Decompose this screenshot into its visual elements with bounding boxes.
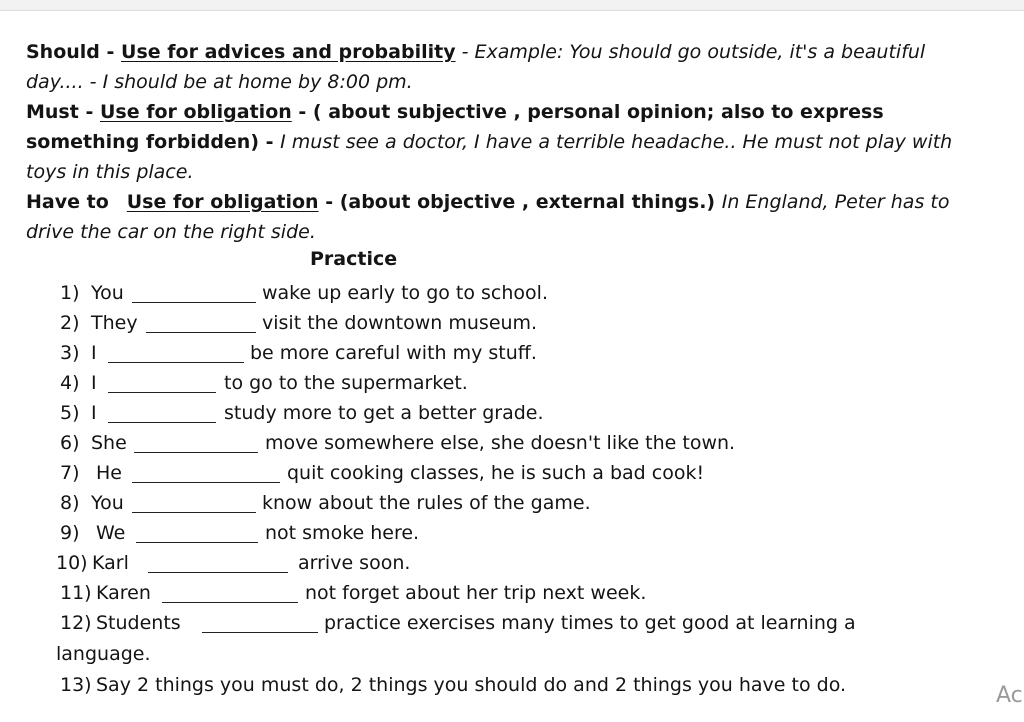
exercise-subject: You xyxy=(91,492,124,514)
exercise-number: 3) xyxy=(60,342,80,364)
must-rule: Use for obligation xyxy=(99,101,292,123)
exercise-text: be more careful with my stuff. xyxy=(250,342,537,364)
top-edge xyxy=(0,0,1024,11)
exercise-text-continued: language. xyxy=(56,643,151,665)
exercise-text: arrive soon. xyxy=(298,552,411,574)
have-to-rule: Use for obligation xyxy=(126,191,319,213)
should-example: - Example: You should go outside, it's a beautiful day.... - I should be at home by 8:00 pm. xyxy=(26,41,926,93)
worksheet-page xyxy=(0,11,1024,722)
answer-blank[interactable] xyxy=(132,302,256,303)
exercise-text: not forget about her trip next week. xyxy=(305,582,647,604)
should-dash: - xyxy=(99,41,122,63)
exercise-text: to go to the supermarket. xyxy=(224,372,468,394)
exercise-subject: I xyxy=(91,372,97,394)
exercise-text: quit cooking classes, he is such a bad cook! xyxy=(287,462,705,484)
answer-blank[interactable] xyxy=(162,602,298,603)
must-paragraph xyxy=(26,97,976,187)
answer-blank[interactable] xyxy=(148,572,288,573)
practice-title: Practice xyxy=(310,248,398,270)
exercise-subject: I xyxy=(91,342,97,364)
exercise-subject: He xyxy=(96,462,122,484)
answer-blank[interactable] xyxy=(202,632,318,633)
should-paragraph xyxy=(26,37,976,97)
exercise-text: not smoke here. xyxy=(265,522,420,544)
exercise-number: 7) xyxy=(60,462,80,484)
exercise-text: visit the downtown museum. xyxy=(262,312,538,334)
have-to-example: In England, Peter has to drive the car on the right side. xyxy=(26,191,950,243)
answer-blank[interactable] xyxy=(108,362,244,363)
answer-blank[interactable] xyxy=(136,542,258,543)
exercise-number: 5) xyxy=(60,402,80,424)
partial-overlay-text: Ac xyxy=(996,683,1023,708)
exercise-number: 6) xyxy=(60,432,80,454)
have-to-description: - (about objective , external things.) xyxy=(318,191,722,213)
answer-blank[interactable] xyxy=(146,332,256,333)
exercise-subject: Karen xyxy=(96,582,151,604)
exercise-number: 12) xyxy=(60,612,92,634)
exercise-text: know about the rules of the game. xyxy=(262,492,591,514)
exercise-number: 8) xyxy=(60,492,80,514)
exercise-number: 2) xyxy=(60,312,80,334)
exercise-text: practice exercises many times to get good at learning a xyxy=(324,612,856,634)
exercise-text: study more to get a better grade. xyxy=(224,402,544,424)
exercise-number: 4) xyxy=(60,372,80,394)
must-dash: - xyxy=(78,101,100,123)
answer-blank[interactable] xyxy=(132,482,280,483)
have-to-paragraph xyxy=(26,187,976,247)
must-label: Must xyxy=(26,101,79,123)
exercise-subject: We xyxy=(96,522,126,544)
exercise-text: wake up early to go to school. xyxy=(262,282,548,304)
exercise-number: 1) xyxy=(60,282,80,304)
exercise-text: move somewhere else, she doesn't like the town. xyxy=(265,432,736,454)
answer-blank[interactable] xyxy=(108,422,216,423)
exercise-subject: They xyxy=(91,312,138,334)
exercise-subject: You xyxy=(91,282,124,304)
must-description: - ( about subjective , personal opinion; also to express something forbidden) - xyxy=(26,101,884,153)
exercise-number: 13) xyxy=(60,674,92,696)
must-example: I must see a doctor, I have a terrible headache.. He must not play with toys in this place. xyxy=(26,131,953,183)
exercise-subject: Karl xyxy=(92,552,129,574)
have-to-label: Have to xyxy=(26,191,109,213)
answer-blank[interactable] xyxy=(108,392,216,393)
exercise-text: Say 2 things you must do, 2 things you should do and 2 things you have to do. xyxy=(96,674,847,696)
exercise-number: 9) xyxy=(60,522,80,544)
exercise-number: 11) xyxy=(60,582,92,604)
should-rule: Use for advices and probability xyxy=(121,41,456,63)
should-label: Should xyxy=(26,41,100,63)
answer-blank[interactable] xyxy=(134,452,258,453)
answer-blank[interactable] xyxy=(132,512,256,513)
grammar-explanation xyxy=(26,37,976,247)
exercise-subject: She xyxy=(91,432,127,454)
exercise-subject: I xyxy=(91,402,97,424)
exercise-subject: Students xyxy=(96,612,181,634)
exercise-number: 10) xyxy=(56,552,88,574)
